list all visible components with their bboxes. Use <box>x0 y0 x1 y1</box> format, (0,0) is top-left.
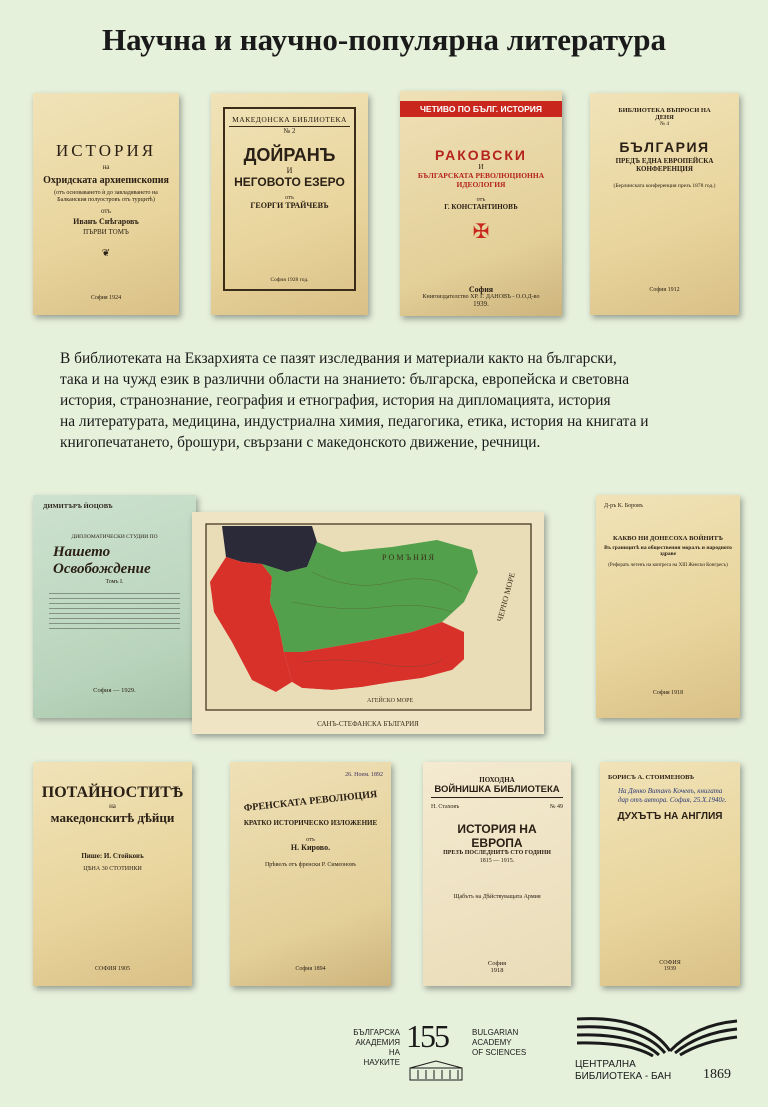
book-publisher: Книгоиздателство ХР. Г. ДАНОВЪ - О.О.Д-во <box>422 294 540 300</box>
bas-name-en-1: BULGARIAN <box>472 1028 519 1037</box>
bas-name-bg-2: АКАДЕМИЯ <box>355 1038 400 1047</box>
book-imprint: София 1924 <box>90 295 122 301</box>
book-series-number: № 49 <box>549 804 563 810</box>
book-title: ИСТОРИЯ <box>55 141 157 160</box>
book-series: МАКЕДОНСКА БИБЛИОТЕКА <box>229 115 350 127</box>
book-imprint: СОФИЯ 1905 <box>95 966 130 972</box>
book-author: БОРИСЪ А. СТОИМЕНОВЪ <box>608 774 695 781</box>
book-conjunction: И <box>478 163 484 171</box>
book-main-title: БЪЛГАРИЯ <box>619 139 710 155</box>
book-series-number: № 4 <box>659 121 670 127</box>
book-series: ПОХОДНА <box>479 776 515 784</box>
book-author: Пишe: И. Стойковъ <box>81 852 144 860</box>
page-title: Научна и научно-популярна литература <box>102 22 666 57</box>
book-frame <box>223 107 356 291</box>
book-main-title: Нашето Освобождение <box>53 544 151 577</box>
book-subtitle: (Реферать четенъ на конгреса на XIII Женски Конгресъ) <box>608 563 728 568</box>
building-icon <box>408 1060 464 1082</box>
book-description: (Берлинската конференция презъ 1878 год.) <box>613 183 716 189</box>
book-cover-french-revolution <box>230 762 391 986</box>
book-year: 1939. <box>473 300 489 308</box>
book-author-prefix: отъ <box>285 195 294 201</box>
book-city: София <box>487 960 507 967</box>
book-conjunction: И <box>286 166 293 175</box>
book-subtitle: на <box>102 163 110 171</box>
book-cover-history-of-europe <box>423 762 571 986</box>
paragraph-line: история, странознание, география и етнография, история на дипломацията, история <box>60 392 611 409</box>
map-label-black-sea: ЧЕРНО МОРЕ <box>495 571 517 623</box>
book-series-number: № 2 <box>283 127 296 135</box>
book-series: БИБЛИОТЕКА ВЪПРОСИ НА ДЕНЯ <box>618 107 711 121</box>
open-book-icon <box>575 1015 740 1057</box>
map-label-romania: РОМЪНИЯ <box>382 553 436 562</box>
book-author: Н. Кирово. <box>290 843 331 852</box>
book-series-2: ВОЙНИШКА БИБЛИОТЕКА <box>431 784 563 798</box>
book-imprint: София 1894 <box>295 966 326 972</box>
map-caption: САНЪ-СТЕФАНСКА БЪЛГАРИЯ <box>317 720 419 728</box>
book-imprint: София 1928 год. <box>270 277 309 283</box>
book-main-title-2: БЪЛГАРСКАТА РЕВОЛЮЦИОННА ИДЕОЛОГИЯ <box>417 171 545 189</box>
handwritten-dedication: На Дянко Витанъ Кочевъ, книгата дар отъ автора. София, 25.X.1940г. <box>618 787 727 805</box>
book-author-prefix: отъ <box>100 207 112 216</box>
book-description: Въ границитѣ на обществения моралъ и народното здраве <box>604 545 732 557</box>
book-subtitle: ПРЕЗЪ ПОСЛЕДНИТѢ СТО ГОДИНИ <box>443 850 551 856</box>
book-cover-bulgaria-conference <box>590 93 739 315</box>
book-year: 1918 <box>490 967 504 974</box>
book-cover-doiran <box>211 93 368 315</box>
book-author: Г. КОНСТАНТИНОВЪ <box>444 203 518 211</box>
book-cover-spirit-of-england <box>600 762 740 986</box>
book-author: Д-ръ К. Боровъ <box>604 503 643 509</box>
library-name-2: БИБЛИОТЕКА - БАН <box>575 1071 672 1082</box>
book-years: 1815 — 1915. <box>479 858 515 864</box>
book-main-title: КАКВО НИ ДОНЕСОХА ВОЙНИТЪ <box>613 535 723 542</box>
bas-name-bg-3: НА НАУКИТЕ <box>363 1048 400 1067</box>
bas-name-en-3: OF SCIENCES <box>472 1048 527 1057</box>
book-author-prefix: отъ <box>306 837 315 843</box>
book-volume: ПЪРВИ ТОМЪ <box>83 228 129 237</box>
library-stamp: 26. Ноем. 1892 <box>345 772 383 778</box>
book-subtitle: ДИПЛОМАТИЧЕСКИ СТУДИИ ПО <box>71 534 158 540</box>
book-price: ЦѢНА 30 СТОТИНКИ <box>83 866 142 872</box>
book-main-title-2: НЕГОВОТО ЕЗЕРО <box>234 175 345 189</box>
paragraph-line: В библиотеката на Екзархията се пазят изследвания и материали както на български, <box>60 350 617 367</box>
book-main-title: ФРЕНСКАТА РЕВОЛЮЦИЯ <box>243 789 378 814</box>
central-library-logo <box>575 1015 740 1090</box>
bas-name-bg-1: БЪЛГАРСКА <box>353 1028 400 1037</box>
book-cover-ohrid-archbishopric <box>33 93 179 315</box>
library-name-1: ЦЕНТРАЛНА <box>575 1059 636 1070</box>
publisher-emblem-icon: ✠ <box>472 221 490 243</box>
book-author: Иванъ Снѣгаровъ <box>73 217 139 227</box>
book-city: СОФИЯ <box>659 960 681 966</box>
book-translator: Прѣвелъ отъ френски Р. Симеоновъ <box>264 862 357 868</box>
book-cover-macedonian-secrets <box>33 762 192 986</box>
book-cover-wars <box>596 495 740 718</box>
book-author: ДИМИТЪРЪ ЙОЦОВЪ <box>43 503 113 510</box>
book-author-prefix: отъ <box>476 197 486 203</box>
map-label-aegean: АГЕЙСКО МОРЕ <box>367 698 414 704</box>
book-series-banner: ЧЕТИВО ПО БЪЛГ. ИСТОРИЯ <box>400 101 562 117</box>
book-subtitle: на <box>109 802 116 810</box>
description-paragraph <box>60 348 720 453</box>
book-description: (отъ основаването ѝ до завладяването на Балканския полуостровъ отъ турцитѣ) <box>54 190 158 204</box>
book-publisher: Щабътъ на Дѣйствуващата Армия <box>453 894 541 900</box>
book-main-title: РАКОВСКИ <box>435 147 527 163</box>
paragraph-line: на литературата, медицина, индустриална химия, педагогика, етика, история на книгата и <box>60 413 649 430</box>
book-author: ГЕОРГИ ТРАЙЧЕВЪ <box>250 201 329 210</box>
book-imprint: София 1918 <box>652 690 684 696</box>
book-imprint: София 1912 <box>649 287 680 293</box>
book-volume: Томъ I. <box>105 579 124 585</box>
book-year: 1939 <box>664 966 676 972</box>
text-block <box>49 593 180 633</box>
book-subtitle: КРАТКО ИСТОРИЧЕСКО ИЗЛОЖЕНИЕ <box>243 819 378 827</box>
book-cover-our-liberation <box>33 495 196 718</box>
book-city: София <box>468 285 494 294</box>
book-main-title: ПОТАЙНОСТИТѢ <box>41 784 184 801</box>
book-main-title: ИСТОРИЯ НА ЕВРОПА <box>457 822 537 850</box>
paragraph-line: книгопечатането, брошури, свързани с македонското движение, речници. <box>60 434 541 451</box>
ornament-icon: ❦ <box>101 248 111 260</box>
book-cover-rakovski <box>400 91 562 316</box>
library-founding-year: 1869 <box>703 1067 731 1082</box>
book-main-title-2: ПРЕДЪ ЕДНА ЕВРОПЕЙСКА КОНФЕРЕНЦИЯ <box>615 157 714 173</box>
book-main-title: Охридската архиепископия <box>43 175 169 186</box>
bas-name-en-2: ACADEMY <box>472 1038 512 1047</box>
book-imprint: София — 1929. <box>93 687 136 694</box>
bas-anniversary-number: 155 <box>406 1018 448 1054</box>
bas-logo <box>352 1016 552 1086</box>
book-author: Н. Стаховъ <box>431 804 460 810</box>
book-main-title: ДУХЪТЪ НА АНГЛИЯ <box>617 811 723 823</box>
map-graphic <box>192 512 544 734</box>
book-main-title: ДОЙРАНЪ <box>243 145 336 165</box>
paragraph-line: така и на чужд език в различни области на знанието: българска, европейска и световна <box>60 371 630 388</box>
book-main-title-2: македонскитѣ дѣйци <box>50 810 175 825</box>
map-san-stefano-bulgaria <box>192 512 544 734</box>
